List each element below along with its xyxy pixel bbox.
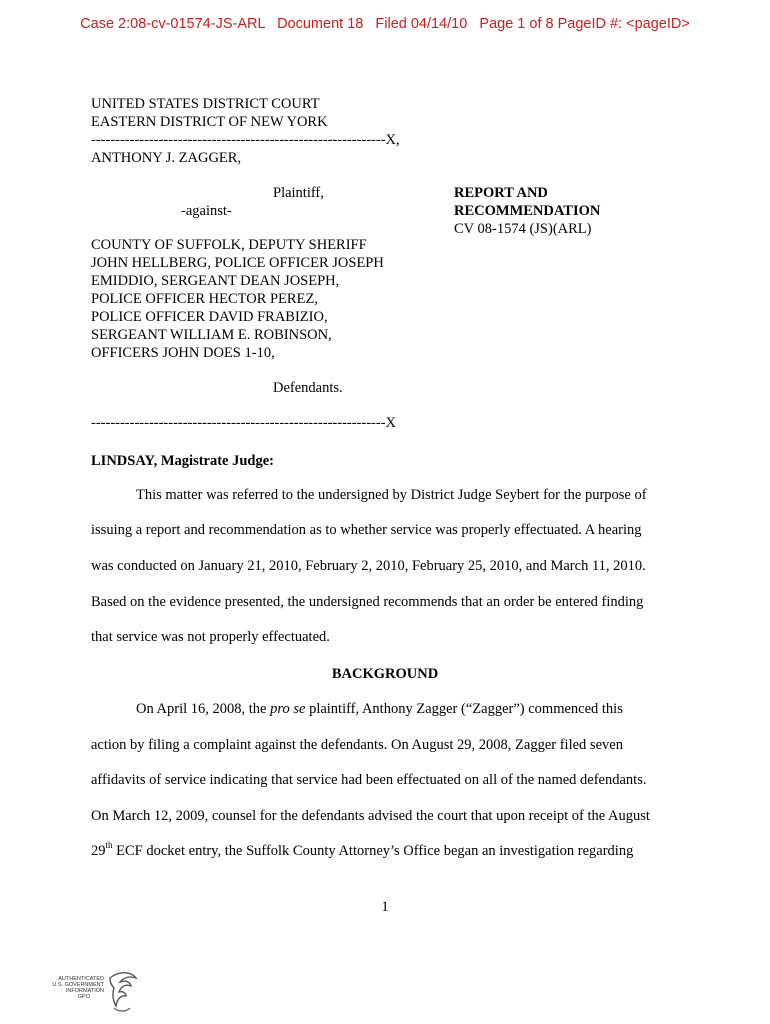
background-line: On March 12, 2009, counsel for the defendants advised the court that upon receipt of the August [91, 808, 650, 824]
background-text: ECF docket entry, the Suffolk County Attorney’s Office began an investigation regarding [112, 843, 634, 859]
report-title-block [454, 184, 600, 238]
intro-line: was conducted on January 21, 2010, February 2, 2010, February 25, 2010, and March 11, 2010. [91, 558, 646, 574]
judge-heading: LINDSAY, Magistrate Judge: [91, 453, 275, 469]
case-number: CV 08-1574 (JS)(ARL) [454, 221, 592, 237]
gpo-logo-line: U.S. GOVERNMENT [52, 982, 104, 988]
background-text: On April 16, 2008, the [136, 701, 271, 717]
defendant-line: OFFICERS JOHN DOES 1-10, [91, 345, 275, 361]
defendant-line: POLICE OFFICER HECTOR PEREZ, [91, 291, 318, 307]
caption-rule-bottom: -------------------------------------------------------------X [91, 415, 397, 431]
case-caption [91, 95, 400, 167]
report-title-line2: RECOMMENDATION [454, 203, 601, 219]
ordinal-suffix: th [105, 840, 113, 851]
page-number: 1 [381, 899, 389, 915]
background-text: 29 [91, 843, 106, 859]
background-line [91, 840, 634, 860]
intro-line: that service was not properly effectuated. [91, 629, 330, 645]
against-label: -against- [181, 203, 232, 219]
defendant-line: SERGEANT WILLIAM E. ROBINSON, [91, 327, 332, 343]
plaintiff-label: Plaintiff, [273, 185, 324, 201]
eagle-icon [102, 968, 142, 1014]
intro-line: issuing a report and recommendation as to whether service was properly effectuated. A hearing [91, 522, 642, 538]
background-line: action by filing a complaint against the defendants. On August 29, 2008, Zagger filed seven [91, 737, 623, 753]
gpo-authentication-logo [44, 968, 144, 1018]
ecf-header-stamp: Case 2:08-cv-01574-JS-ARL Document 18 Filed 04/14/10 Page 1 of 8 PageID #: <pageID> [80, 16, 690, 32]
gpo-logo-text [44, 976, 104, 1000]
defendant-line: JOHN HELLBERG, POLICE OFFICER JOSEPH [91, 255, 384, 271]
background-line [136, 701, 623, 718]
court-name: UNITED STATES DISTRICT COURT [91, 96, 320, 112]
background-line: affidavits of service indicating that service had been effectuated on all of the named defendants. [91, 772, 647, 788]
defendant-line: EMIDDIO, SERGEANT DEAN JOSEPH, [91, 273, 340, 289]
gpo-logo-line: AUTHENTICATED [58, 976, 104, 982]
intro-line: This matter was referred to the undersigned by District Judge Seybert for the purpose of [136, 487, 647, 503]
plaintiff-name: ANTHONY J. ZAGGER, [91, 150, 242, 166]
background-text: plaintiff, Anthony Zagger (“Zagger”) commenced this [305, 701, 623, 717]
defendants-list [91, 236, 384, 362]
defendant-line: COUNTY OF SUFFOLK, DEPUTY SHERIFF [91, 237, 367, 253]
court-district: EASTERN DISTRICT OF NEW YORK [91, 114, 328, 130]
defendants-label: Defendants. [273, 380, 343, 396]
pro-se-italic: pro se [270, 701, 306, 717]
gpo-logo-line: GPO [77, 994, 90, 1000]
defendant-line: POLICE OFFICER DAVID FRABIZIO, [91, 309, 328, 325]
gpo-logo-line: INFORMATION [65, 988, 104, 994]
caption-rule-top: -------------------------------------------------------------X, [91, 132, 400, 148]
background-heading: BACKGROUND [331, 666, 439, 682]
intro-line: Based on the evidence presented, the undersigned recommends that an order be entered finding [91, 594, 644, 610]
report-title-line1: REPORT AND [454, 185, 548, 201]
